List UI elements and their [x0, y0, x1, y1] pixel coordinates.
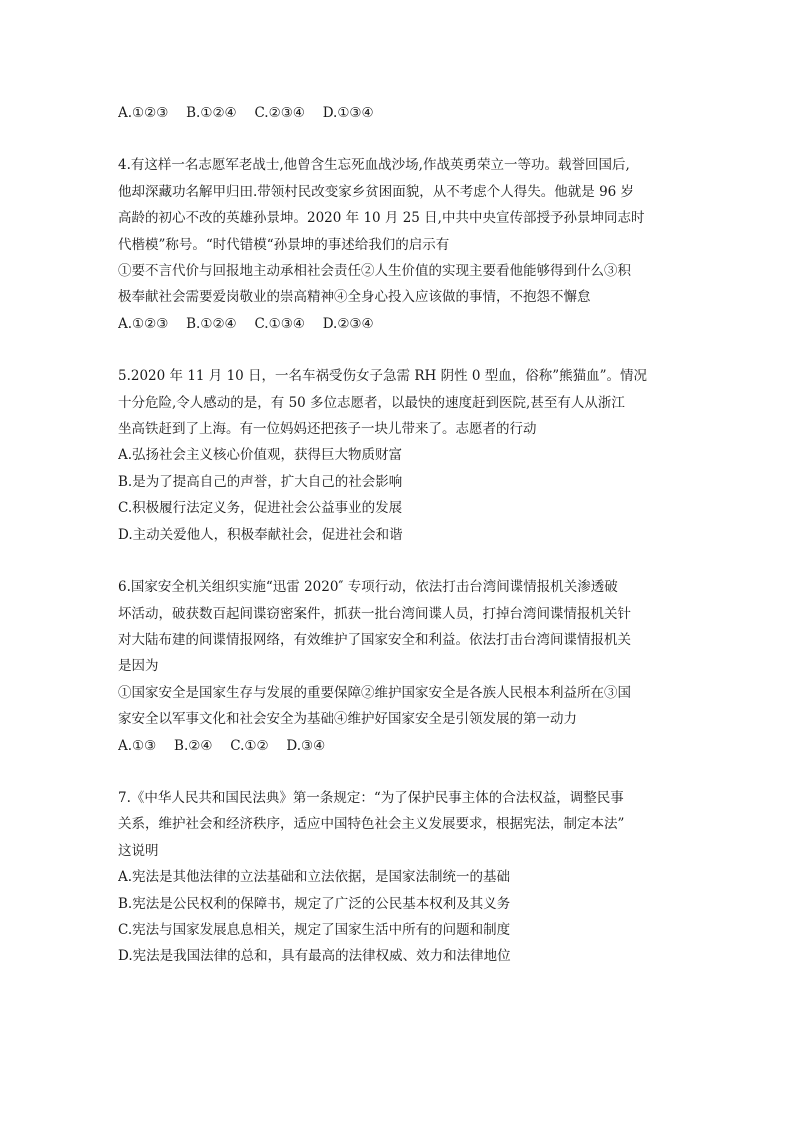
question-5-option-b: B.是为了提高自己的声誉，扩大自己的社会影响 — [118, 473, 403, 490]
question-4-stem-line: 4.有这样一名志愿军老战士,他曾含生忘死血战沙场,作战英勇荣立一等功。载誉回国后, — [118, 157, 630, 174]
question-7-stem-line: 这说明 — [118, 842, 159, 859]
question-7-stem-line: 7.《中华人民共和国民法典》第一条规定：“为了保护民事主体的合法权益，调整民事 — [118, 789, 624, 806]
question-7-stem-line: 关系，维护社会和经济秩序，适应中国特色社会主义发展要求，根据宪法，制定本法” — [118, 816, 625, 833]
question-4-stem-line: 代楷模”称号。“时代错模“孙景坤的事述给我们的启示有 — [118, 236, 450, 253]
question-7-option-b: B.宪法是公民权利的保障书，规定了广泛的公民基本权利及其义务 — [118, 895, 511, 912]
question-5-stem-line: 5.2020 年 11 月 10 日，一名车祸受伤女子急需 RH 阴性 0 型血，俗称”熊猫血”。情况 — [118, 368, 648, 385]
question-4-stem-line: 高龄的初心不改的英雄孙景坤。2020 年 10 月 25 日,中共中央宣传部授予孙景坤同志时 — [118, 210, 645, 227]
question-5 — [118, 363, 678, 548]
question-5-option-d: D.主动关爱他人，积极奉献社会，促进社会和谐 — [118, 526, 403, 543]
question-6-stem-line: 是因为 — [118, 658, 159, 675]
option-line: A.①②③ B.①②④ C.②③④ D.①③④ — [118, 105, 374, 121]
question-4-options: A.①②③ B.①②④ C.①③④ D.②③④ — [118, 315, 374, 332]
question-6-stem-line: 对大陆布建的间谍情报网络，有效维护了国家安全和利益。依法打击台湾间谍情报机关 — [118, 631, 631, 648]
exam-page — [118, 100, 678, 970]
question-7-option-d: D.宪法是我国法律的总和，具有最高的法律权威、效力和法律地位 — [118, 948, 511, 965]
question-4-stem-line: 他却深藏功名解甲归田.带领村民改变家乡贫困面貌，从不考虑个人得失。他就是 96 岁 — [118, 183, 635, 200]
question-6 — [118, 574, 678, 759]
question-5-stem-line: 坐高铁赶到了上海。有一位妈妈还把孩子一块儿带来了。志愿者的行动 — [118, 421, 537, 438]
question-6-options: A.①③ B.②④ C.①② D.③④ — [118, 737, 326, 754]
question-5-option-c: C.积极履行法定义务，促进社会公益事业的发展 — [118, 500, 403, 517]
question-6-stem-line: 家安全以军事文化和社会安全为基础④维护好国家安全是引领发展的第一动力 — [118, 711, 577, 728]
question-6-stem-line: 坏活动，破获数百起间谍窃密案件，抓获一批台湾间谍人员，打掉台湾间谍情报机关针 — [118, 605, 631, 622]
question-5-stem-line: 十分危险,令人感动的是，有 50 多位志愿者，以最快的速度赶到医院,甚至有人从浙江 — [118, 394, 625, 411]
question-7-option-a: A.宪法是其他法律的立法基础和立法依据，是国家法制统一的基础 — [118, 869, 511, 886]
question-7 — [118, 785, 678, 970]
question-5-option-a: A.弘扬社会主义核心价值观，获得巨大物质财富 — [118, 447, 403, 464]
question-6-stem-line: ①国家安全是国家生存与发展的重要保障②维护国家安全是各族人民根本利益所在③国 — [118, 684, 631, 701]
question-4-stem-line: ①要不言代价与回报地主动承相社会责任②人生价值的实现主要看他能够得到什么③积 — [118, 263, 631, 280]
question-3-options — [118, 100, 678, 126]
question-4 — [118, 152, 678, 337]
question-7-option-c: C.宪法与国家发展息息相关，规定了国家生活中所有的问题和制度 — [118, 921, 511, 938]
question-4-stem-line: 极奉献社会需要爱岗敬业的崇高精神④全身心投入应该做的事情，不抱怨不懈怠 — [118, 289, 591, 306]
question-6-stem-line: 6.国家安全机关组织实施“迅雷 2020″ 专项行动，依法打击台湾间谍情报机关渗透破 — [118, 579, 618, 596]
